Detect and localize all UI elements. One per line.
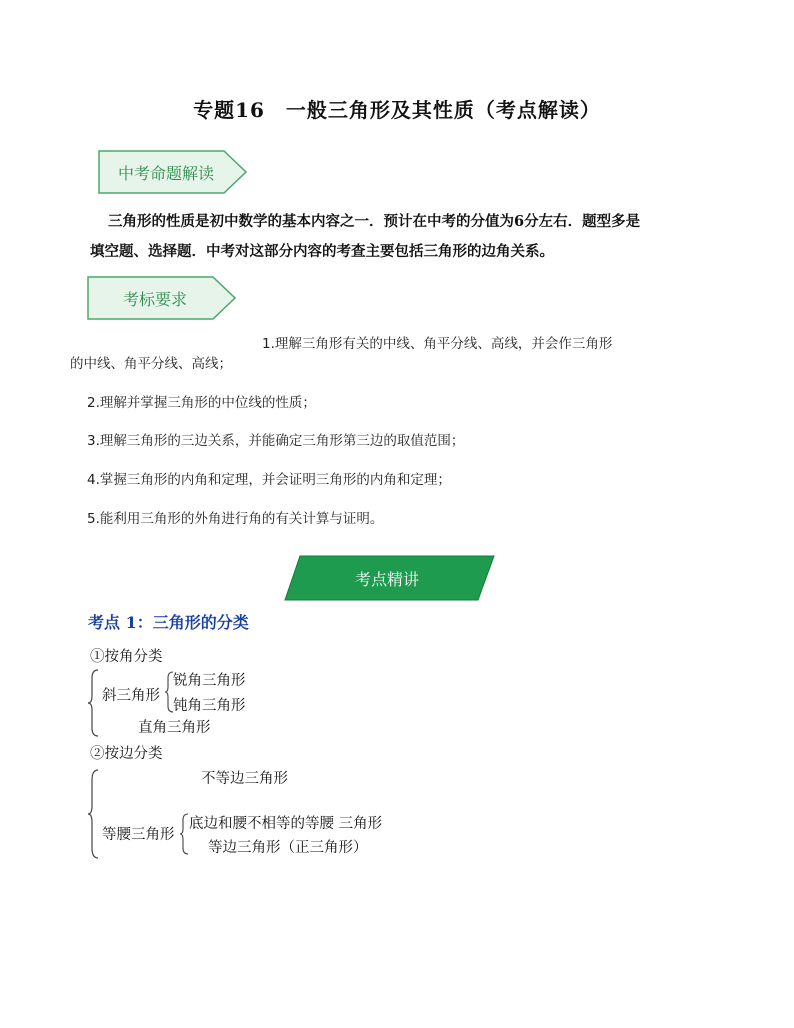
page-title: 专题16 一般三角形及其性质（考点解读） xyxy=(193,98,601,122)
point-1-title: 考点 1：三角形的分类 xyxy=(88,613,249,632)
isosceles-triangle: 等腰三角形 xyxy=(102,827,175,843)
requirement-4: 4.掌握三角形的内角和定理，并会证明三角形的内角和定理； xyxy=(87,472,451,488)
by-angle-heading: ①按角分类 xyxy=(90,649,163,665)
equilateral-triangle: 等边三角形（正三角形） xyxy=(208,840,368,856)
section-tag-standards xyxy=(87,276,237,320)
isosceles-non-equilateral: 底边和腰不相等的等腰 三角形 xyxy=(189,816,383,832)
acute-triangle: 锐角三角形 xyxy=(173,673,246,689)
obtuse-triangle: 钝角三角形 xyxy=(173,698,246,714)
intro-line-2: 填空题、选择题．中考对这部分内容的考查主要包括三角形的边角关系。 xyxy=(90,243,554,260)
requirement-1b: 的中线、角平分线、高线； xyxy=(70,356,232,372)
intro-line-1: 三角形的性质是初中数学的基本内容之一．预计在中考的分值为6分左右．题型多是 xyxy=(108,213,641,230)
tag-label: 考标要求 xyxy=(122,289,187,309)
key-points-banner xyxy=(284,555,496,601)
big-brace-icon xyxy=(88,768,100,860)
by-side-heading: ②按边分类 xyxy=(90,746,163,762)
requirement-2: 2.理解并掌握三角形的中位线的性质； xyxy=(87,395,316,411)
right-triangle: 直角三角形 xyxy=(138,720,211,736)
section-tag-exam-interpretation xyxy=(98,150,248,194)
banner-label: 考点精讲 xyxy=(354,569,419,589)
oblique-triangle: 斜三角形 xyxy=(102,688,160,704)
requirement-3: 3.理解三角形的三边关系，并能确定三角形第三边的取值范围； xyxy=(87,433,465,449)
tag-label: 中考命题解读 xyxy=(117,163,214,183)
requirement-1a: 1.理解三角形有关的中线、角平分线、高线，并会作三角形 xyxy=(262,336,613,352)
scalene-triangle: 不等边三角形 xyxy=(201,771,288,787)
requirement-5: 5.能利用三角形的外角进行角的有关计算与证明。 xyxy=(87,511,384,527)
big-brace-icon xyxy=(88,668,100,738)
